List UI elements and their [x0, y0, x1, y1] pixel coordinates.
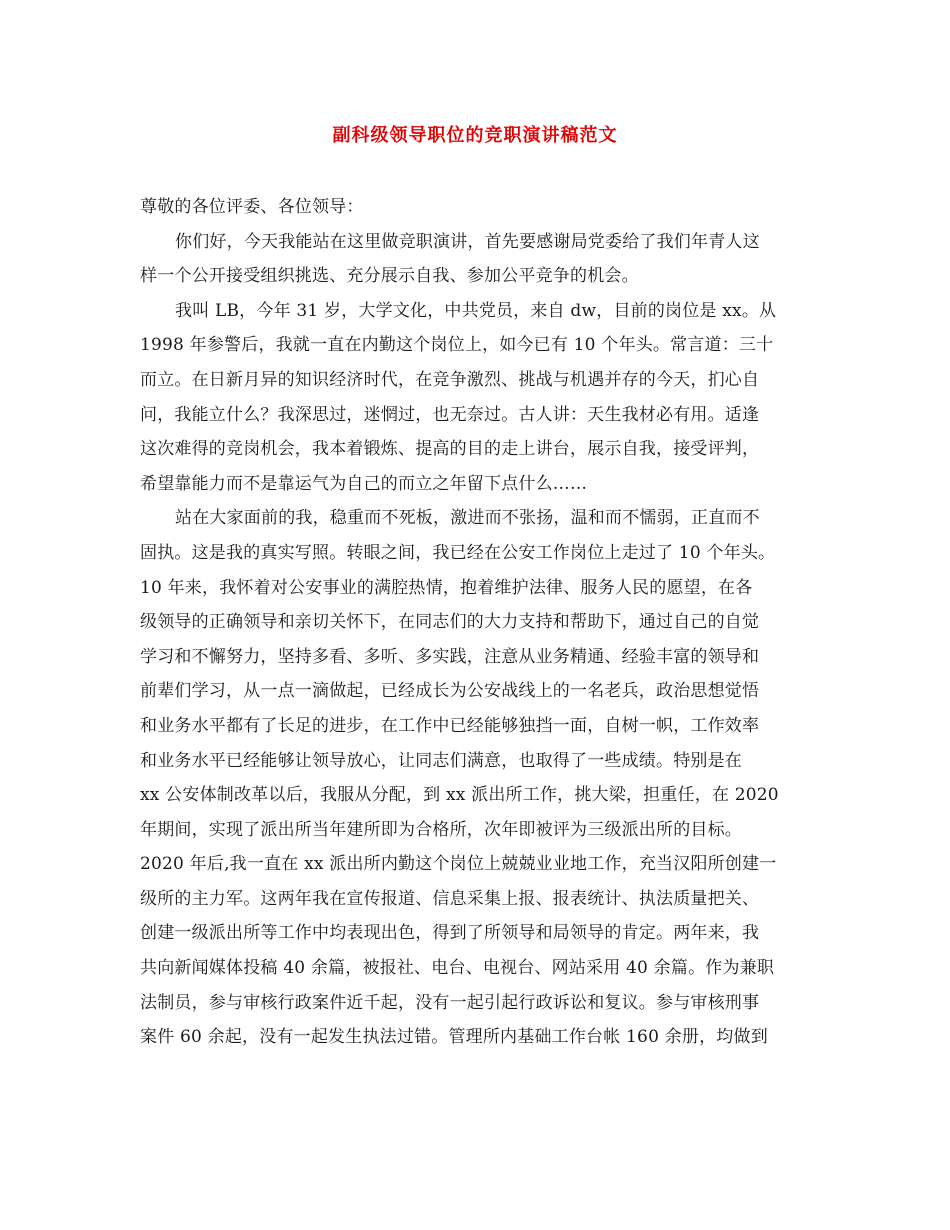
paragraph-line: 固执。这是我的真实写照。转眼之间，我已经在公安工作岗位上走过了 10 个年头。 [140, 542, 776, 563]
paragraph-line: 级所的主力军。这两年我在宣传报道、信息采集上报、报表统计、执法质量把关、 [140, 888, 760, 909]
document-body [140, 190, 820, 1055]
paragraph-line: 样一个公开接受组织挑选、充分展示自我、参加公平竞争的机会。 [140, 266, 639, 287]
paragraph-line: 学习和不懈努力，坚持多看、多听、多实践，注意从业务精通、经验丰富的领导和 [140, 646, 760, 667]
paragraph-line: 案件 60 余起，没有一起发生执法过错。管理所内基础工作台帐 160 余册，均做到 [140, 1027, 768, 1048]
paragraph-line: 你们好，今天我能站在这里做竞职演讲，首先要感谢局党委给了我们年青人这 [175, 231, 760, 252]
paragraph-line: 和业务水平已经能够让领导放心，让同志们满意，也取得了一些成绩。特别是在 [140, 750, 742, 771]
paragraph-line: 和业务水平都有了长足的进步，在工作中已经能够独挡一面，自树一帜，工作效率 [140, 715, 760, 736]
paragraph-line: 问，我能立什么？我深思过，迷惘过，也无奈过。古人讲：天生我材必有用。适逢 [140, 404, 760, 425]
paragraph-line: 法制员，参与审核行政案件近千起，没有一起引起行政诉讼和复议。参与审核刑事 [140, 992, 760, 1013]
paragraph-line: 我叫 LB，今年 31 岁，大学文化，中共党员，来自 dw，目前的岗位是 xx。从 [175, 300, 777, 321]
paragraph-line: 共向新闻媒体投稿 40 余篇，被报社、电台、电视台、网站采用 40 余篇。作为兼职 [140, 958, 775, 979]
paragraph-line: 希望靠能力而不是靠运气为自己的而立之年留下点什么…… [140, 473, 588, 494]
salutation-line: 尊敬的各位评委、各位领导： [140, 197, 364, 217]
paragraph-line: 而立。在日新月异的知识经济时代，在竞争激烈、挑战与机遇并存的今天，扪心自 [140, 369, 760, 390]
paragraph-line: 创建一级派出所等工作中均表现出色，得到了所领导和局领导的肯定。两年来，我 [140, 923, 760, 944]
paragraph-line: 1998 年参警后，我就一直在内勤这个岗位上，如今已有 10 个年头。常言道：三十 [140, 335, 774, 356]
paragraph-line: 站在大家面前的我，稳重而不死板，激进而不张扬，温和而不懦弱，正直而不 [175, 508, 760, 529]
paragraph-line: xx 公安体制改革以后，我服从分配，到 xx 派出所工作，挑大梁，担重任，在 2020 [140, 785, 779, 806]
paragraph-line: 年期间，实现了派出所当年建所即为合格所，次年即被评为三级派出所的目标。 [140, 819, 742, 840]
paragraph-line: 2020 年后,我一直在 xx 派出所内勤这个岗位上兢兢业业地工作，充当汉阳所创建一 [140, 854, 777, 875]
paragraph-line: 这次难得的竞岗机会，我本着锻炼、提高的目的走上讲台，展示自我，接受评判， [140, 439, 760, 460]
document-title: 副科级领导职位的竞职演讲稿范文 [332, 125, 618, 146]
paragraph-line: 10 年来，我怀着对公安事业的满腔热情，抱着维护法律、服务人民的愿望，在各 [140, 577, 753, 598]
paragraph-line: 级领导的正确领导和亲切关怀下，在同志们的大力支持和帮助下，通过自己的自觉 [140, 612, 760, 633]
paragraph-line: 前辈们学习，从一点一滴做起，已经成长为公安战线上的一名老兵，政治思想觉悟 [140, 681, 760, 702]
